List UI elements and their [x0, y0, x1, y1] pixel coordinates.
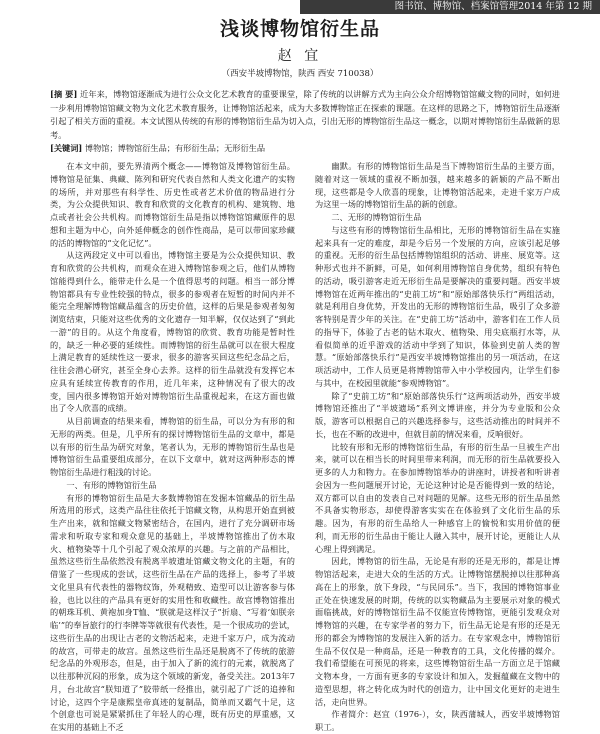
body-paragraph: 除了“史前工坊”和“原始部落快乐行”这两项活动外，西安半坡博物馆还推出了“半坡遗场”系列文博讲座，并分为专业版和公众版，游客可以根据自己的兴趣选择参与，这些活动推出的时间并不长，也在不断的改进中，但就目前的情况来看，反响很好。: [315, 390, 560, 439]
keywords-tag: [关键词]: [50, 143, 83, 153]
abstract-paragraph: [50, 88, 560, 142]
abstract-block: [50, 88, 560, 156]
body-columns: [50, 160, 560, 732]
keywords-paragraph: [50, 142, 560, 156]
body-paragraph: 比较有形和无形的博物馆衍生品，有形的衍生品一旦被生产出来，就可以在相当长的时间里带来利润，而无形的衍生品就要投入更多的人力和物力。在参加博物馆举办的讲座时，讲授者和听讲者会因为一些问题展开讨论，无论这种讨论是否能得到一致的结论，双方都可以自由的发表自己对问题的见解。这些无形的衍生品虽然不具备实物形态，却使得游客实实在在体验到了文化衍生品的乐趣。因为，有形的衍生品给人一种感官上的愉悦和实用价值的便利，而无形的衍生品由于能让人融入其中，展开讨论，更能让人从心理上得到满足。: [315, 441, 560, 554]
body-paragraph: 从目前调查的结果来看，博物馆的衍生品，可以分为有形的和无形的两类。但是，几乎所有的探讨博物馆衍生品的文章中，都是以有形的衍生品为研究对象，笔者认为，无形的博物馆衍生品也是博物馆衍生品重要组成部分，在以下文章中，就对这两种形态的博物馆衍生品进行粗浅的讨论。: [50, 416, 295, 477]
abstract-tag: [摘 要]: [50, 89, 78, 99]
author-note: 作者简介：赵宜（1976-），女，陕西蒲城人，西安半坡博物馆职工。: [315, 709, 560, 732]
keywords-text: 博物馆；博物馆衍生品；有形衍生品；无形衍生品: [84, 143, 266, 153]
body-paragraph: 在本文中前，要先界清两个概念——博物馆及博物馆衍生品。博物馆是征集、典藏、陈列和研究代表自然和人类文化遗产的实物的场所，并对那些有科学性、历史性或者艺术价值的物品进行分类，为公众提供知识、教育和欣赏的文化教育的机构、建筑物、地点或者社会公共机构。而博物馆衍生品是指以博物馆馆藏原件的思想和主题为中心，向外延伸概念的创作性商品，是可以带回家珍藏的活的博物馆的“文化记忆”。: [50, 161, 295, 248]
journal-header: 图书馆、博物馆、档案馆管理2014 年第 12 期: [300, 0, 600, 14]
body-paragraph: 有形的博物馆衍生品是大多数博物馆在发掘本馆藏品的衍生品所选用的形式，这类产品往往依托于馆藏文物，从构思开始直到被生产出来，就和馆藏文物紧密结合，在国内，进行了充分调研市场需求和听取专家和观众意见的基础上，半坡博物馆推出了仿木取火、植物染等十几个引起了观众浓厚的兴趣。与之前的产品相比，虽然这些衍生品依然没有脱离半坡遗址馆藏文物文化的主题，有的借鉴了一些现成的尝试，这些衍生品在产品的选择上，参考了半坡文化里具有代表性的器物纹饰，外观精致、造型可以让游客参与体验，也比以往的产品具有更好的实用性和收藏性。故宫博物馆推出的朝珠耳机、黄袍加身T恤、“朕就是这样汉子”折扇、“写着‘如朕亲临’”的奉旨旅行的行李牌等等就很有代表性，是一个很成功的尝试，这些衍生品的出现让古老的文物活起来，走进千家万户，成为流动的故宫，可带走的故宫。虽然这些衍生品还是脱离不了传统的旅游纪念品的外观形态，但是，由于加入了新的流行的元素，就脱离了以往那种沉闷的形象，成为这个领域的新宠，备受关注。2013年7月，台北故宫“朕知道了”胶带纸一经推出，就引起了广泛的追捧和讨论，这四个字是康熙皇帝真迹的复制品，简单而又霸气十足，这个创意也可说是紧紧抓住了年轻人的心理，既有历史的厚重感，又在实用的基础上不乏: [50, 492, 295, 732]
right-column: [315, 160, 560, 732]
left-column: [50, 160, 295, 732]
author-affiliation: （西安半坡博物馆，陕西 西安 710038）: [221, 69, 379, 79]
body-paragraph: 幽默。有形的博物馆衍生品是当下博物馆衍生品的主要方面，随着对这一领域的重视不断加强，越来越多的新颖的产品不断出现，这些都是令人欣喜的现象，让博物馆活起来，走进千家万户成为这里一场的博物馆衍生品的新的创意。: [315, 161, 560, 210]
section-heading-one: 一、有形的博物馆衍生品: [66, 479, 157, 490]
section-heading-two: 二、无形的博物馆衍生品: [331, 212, 422, 222]
abstract-text: 近年来，博物馆逐渐成为进行公众文化艺术教育的重要课堂，除了传统的以讲解方式为主向公众介绍博物馆馆藏文物的同时，如何进一步利用博物馆馆藏文物为文化艺术教育服务，让博物馆活起来，成为大多数博物馆正在探索的课题。在这样的思路之下，博物馆衍生品逐渐引起了相关方面的重视。本文试图从传统的有形的博物馆衍生品为切入点，引出无形的博物馆衍生品这一概念，以期对博物馆衍生品做新的思考。: [50, 89, 560, 140]
body-paragraph: 从这两段定义中可以看出，博物馆主要是为公众提供知识、教育和欣赏的公共机构，而观众在进入博物馆参观之后，他们从博物馆能得到什么，能带走什么是一个值得思考的问题。相当一部分博物馆都具有专业性较强的特点，很多的参观者在短暂的时间内并不能完全理解博物馆藏品蕴含的历史价值，这样的后果是参观者匆匆浏览结束，只能对这些优秀的文化遗存一知半解，仅仅达到了“到此一游”的目的。从这个角度看，博物馆的欣赏、教育功能是暂时性的，缺乏一种必要的延续性。而博物馆的衍生品就可以在很大程度上满足教育的延续性这一要求，很多的游客买回这些纪念品之后，往往会潜心研究，甚至全身心去养。这样的衍生品就没有发挥它本应具有延续宣传教育的作用，近几年来，这种情况有了很大的改变，国内很多博物馆开始对博物馆衍生品重视起来，在这方面也做出了令人欣喜的成绩。: [50, 250, 295, 414]
article-author: 赵 宜: [277, 48, 323, 64]
body-paragraph: 与这些有形的博物馆衍生品相比，无形的博物馆衍生品在实施起来具有一定的难度，却是今后另一个发展的方向，应该引起足够的重视。无形的衍生品包括博物馆组织的活动、讲座、展览等。这种形式也并不新鲜，可是，如何利用博物馆自身优势，组织有特色的活动，吸引游客走近无形衍生品是要解决的重要问题。西安半坡博物馆在近两年推出的“史前工坊”和“原始部落快乐行”两组活动，就是利用自身优势，开发出的无形的博物馆衍生品，吸引了众多游客特别是青少年的关注。在“史前工坊”活动中，游客们在工作人员的指导下，体验了古老的钻木取火、植物染、用尖底瓶打水等，从看似简单的近乎游戏的活动中学到了知识，体验到史前人类的智慧。“原始部落快乐行”是西安半坡博物馆推出的另一项活动，在这项活动中，工作人员更是将博物馆带入中小学校园内，让学生们参与其中，在校园里就能“参观博物馆”。: [315, 224, 560, 388]
article-title: 浅谈博物馆衍生品: [219, 18, 380, 40]
body-paragraph: 因此，博物馆的衍生品，无论是有形的还是无形的，都是让博物馆活起来，走进大众的生活的方式。让博物馆摆脱掉以往那种高高在上的形象，放下身段，“与民同乐”。当下，我国的博物馆事业正处在快速发展的时期，传统的以实物藏品为主要展示对象的模式面临挑战，好的博物馆衍生品不仅能宣传博物馆，更能引发观众对博物馆的兴趣，在专家学者的努力下，衍生品无论是有形的还是无形的都会为博物馆的发展注入新的活力。在专家观念中，博物馆衍生品不仅仅是一种商品，还是一种教育的工具，文化传播的媒介。我们希望能在可预见的将来，这些博物馆衍生品一方面立足于馆藏文物本身，一方面有更多的专家设计和加入，发掘蕴藏在文物中的造型思想，将之转化成为时代的创造力，让中国文化更好的走进生活，走向世界。: [315, 556, 560, 707]
